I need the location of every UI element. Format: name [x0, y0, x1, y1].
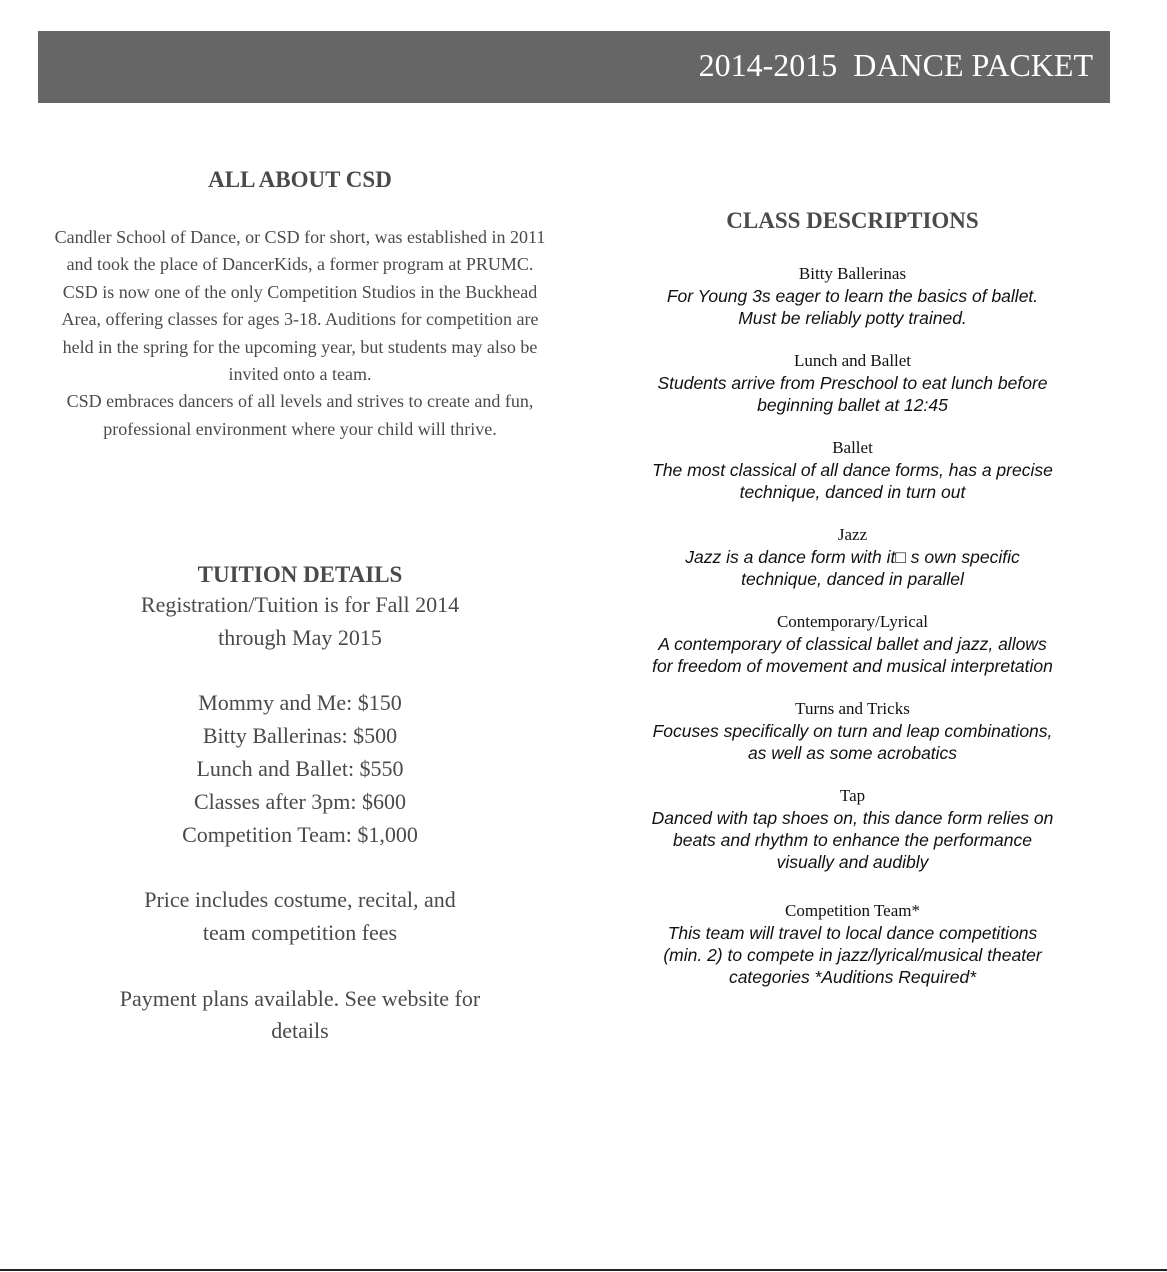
class-description-line: technique, danced in parallel [741, 569, 964, 589]
about-heading: ALL ABOUT CSD [208, 167, 392, 192]
class-name: Jazz [837, 525, 868, 544]
class-description-line: Focuses specifically on turn and leap combinations, [652, 721, 1053, 741]
class-description-line: For Young 3s eager to learn the basics of ballet. [666, 286, 1039, 306]
class-name: Turns and Tricks [795, 699, 910, 718]
header-banner [38, 31, 1110, 103]
class-description-line: categories *Auditions Required* [728, 967, 977, 987]
class-description-line: technique, danced in turn out [739, 482, 966, 502]
class-description-line: Students arrive from Preschool to eat lunch before [657, 373, 1048, 393]
about-paragraph: CSD embraces dancers of all levels and strives to create and fun, professional environment where your child will thrive. [66, 391, 534, 439]
class-item [625, 437, 1080, 503]
class-list [625, 263, 1080, 988]
class-description-line: for freedom of movement and musical interpretation [652, 656, 1053, 676]
class-description-line: as well as some acrobatics [747, 743, 958, 763]
class-descriptions-section [625, 206, 1080, 1009]
class-description-line: visually and audibly [776, 852, 929, 872]
class-item [625, 698, 1080, 764]
class-name: Bitty Ballerinas [798, 264, 907, 283]
price-item: Competition Team: $1,000 [182, 821, 418, 847]
class-name: Lunch and Ballet [793, 351, 912, 370]
class-item [625, 524, 1080, 590]
tuition-heading: TUITION DETAILS [197, 562, 403, 587]
class-name: Ballet [832, 438, 873, 457]
class-name: Tap [839, 786, 866, 805]
class-descriptions-heading: CLASS DESCRIPTIONS [726, 208, 979, 233]
class-description-line: (min. 2) to compete in jazz/lyrical/musical theater [663, 945, 1042, 965]
class-description-line: Jazz is a dance form with it□ s own specific [685, 547, 1020, 567]
payment-line: details [271, 1018, 329, 1044]
class-description-line: The most classical of all dance forms, has a precise [652, 460, 1053, 480]
tuition-body [45, 589, 555, 1048]
class-item [625, 611, 1080, 677]
price-item: Lunch and Ballet: $550 [196, 755, 404, 781]
tuition-intro-line: Registration/Tuition is for Fall 2014 [140, 592, 460, 617]
packet-title: 2014-2015 DANCE PACKET [698, 47, 1093, 83]
includes-line: team competition fees [202, 919, 398, 945]
class-description-line: beats and rhythm to enhance the performance [673, 830, 1032, 850]
includes-line: Price includes costume, recital, and [144, 887, 456, 913]
class-item [625, 350, 1080, 416]
price-item: Bitty Ballerinas: $500 [202, 723, 398, 749]
class-item [625, 900, 1080, 988]
class-description-line: Danced with tap shoes on, this dance form relies on [651, 808, 1054, 828]
class-description-line: Must be reliably potty trained. [738, 308, 967, 328]
class-item [625, 785, 1080, 873]
class-description-line: beginning ballet at 12:45 [757, 395, 948, 415]
class-description-line: This team will travel to local dance competitions [667, 923, 1038, 943]
about-paragraph: CSD is now one of the only Competition Studios in the Buckhead Area, offering classes for ages 3-18. Auditions for competition are held in the spring for the upcoming year, but students may also be invited onto a team. [61, 281, 539, 385]
page-bottom-divider [0, 1269, 1167, 1271]
class-item [625, 263, 1080, 329]
tuition-section [45, 561, 555, 1048]
price-item: Classes after 3pm: $600 [193, 788, 407, 814]
about-paragraph: Candler School of Dance, or CSD for short, was established in 2011 and took the place of DancerKids, a former program at PRUMC. [54, 227, 546, 275]
about-section [45, 166, 555, 443]
class-name: Competition Team* [785, 901, 920, 920]
class-name: Contemporary/Lyrical [776, 612, 929, 631]
class-description-line: A contemporary of classical ballet and jazz, allows [658, 634, 1047, 654]
tuition-intro-line: through May 2015 [218, 624, 382, 650]
about-body [45, 224, 555, 443]
payment-line: Payment plans available. See website for [119, 985, 481, 1011]
price-item: Mommy and Me: $150 [198, 690, 402, 716]
